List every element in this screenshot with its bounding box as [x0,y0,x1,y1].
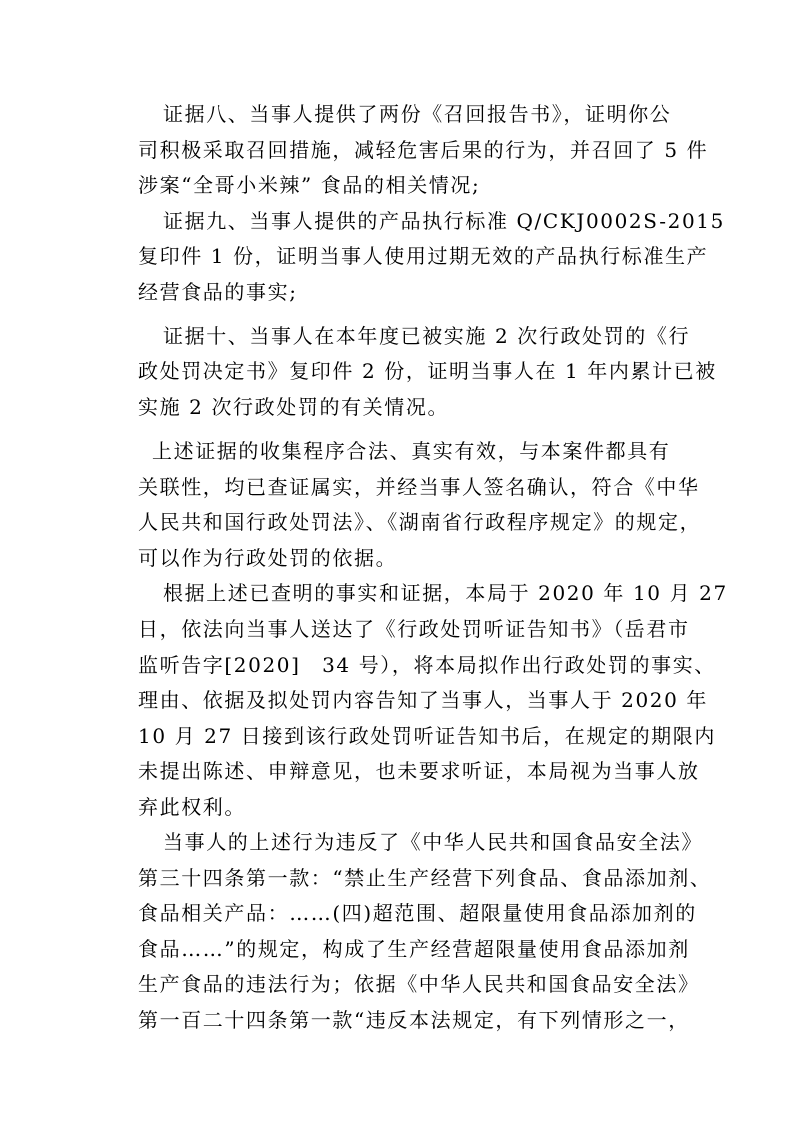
text-line: 司积极采取召回措施，减轻危害后果的行为，并召回了 5 件 [138,138,709,162]
text-line: 食品相关产品：……(四)超范围、超限量使用食品添加剂的 [138,901,697,925]
text-line: 生产食品的违法行为；依据《中华人民共和国食品安全法》 [138,972,700,996]
text-line: 证据十、当事人在本年度已被实施 2 次行政处罚的《行 [163,324,691,348]
text-line: 弃此权利。 [138,795,246,819]
text-line: 复印件 1 份，证明当事人使用过期无效的产品执行标准生产 [138,244,709,268]
text-line: 涉案“全哥小米辣” 食品的相关情况; [138,173,481,197]
text-line: 日，依法向当事人送达了《行政处罚听证告知书》（岳君市 [138,617,690,641]
text-line: 未提出陈述、申辩意见，也未要求听证，本局视为当事人放 [138,759,700,783]
text-line: 可以作为行政处罚的依据。 [138,546,398,570]
text-line: 上述证据的收集程序合法、真实有效，与本案件都具有 [152,439,671,463]
text-line: 政处罚决定书》复印件 2 份，证明当事人在 1 年内累计已被 [138,359,717,383]
text-line: 证据八、当事人提供了两份《召回报告书》，证明你公 [163,102,672,126]
text-line: 食品……”的规定，构成了生产经营超限量使用食品添加剂 [138,937,690,961]
text-line: 第三十四条第一款：“禁止生产经营下列食品、食品添加剂、 [138,866,712,890]
text-line: 人民共和国行政处罚法》、《湖南省行政程序规定》的规定， [138,510,702,534]
text-line: 理由、依据及拟处罚内容告知了当事人，当事人于 2020 年 [138,688,709,712]
text-line: 第一百二十四条第一款“违反本法规定，有下列情形之一， [138,1008,690,1032]
text-line: 经营食品的事实; [138,280,298,304]
text-line: 证据九、当事人提供的产品执行标准 Q/CKJ0002S-2015 [163,209,725,233]
text-line: 根据上述已查明的事实和证据，本局于 2020 年 10 月 27 [163,581,728,605]
text-line: 监听告字[2020] 34 号），将本局拟作出行政处罚的事实、 [138,653,716,677]
text-line: 关联性，均已查证属实，并经当事人签名确认，符合《中华 [138,475,700,499]
text-line: 实施 2 次行政处罚的有关情况。 [138,395,450,419]
text-line: 当事人的上述行为违反了《中华人民共和国食品安全法》 [163,830,703,854]
text-line: 10 月 27 日接到该行政处罚听证告知书后，在规定的期限内 [138,724,716,748]
